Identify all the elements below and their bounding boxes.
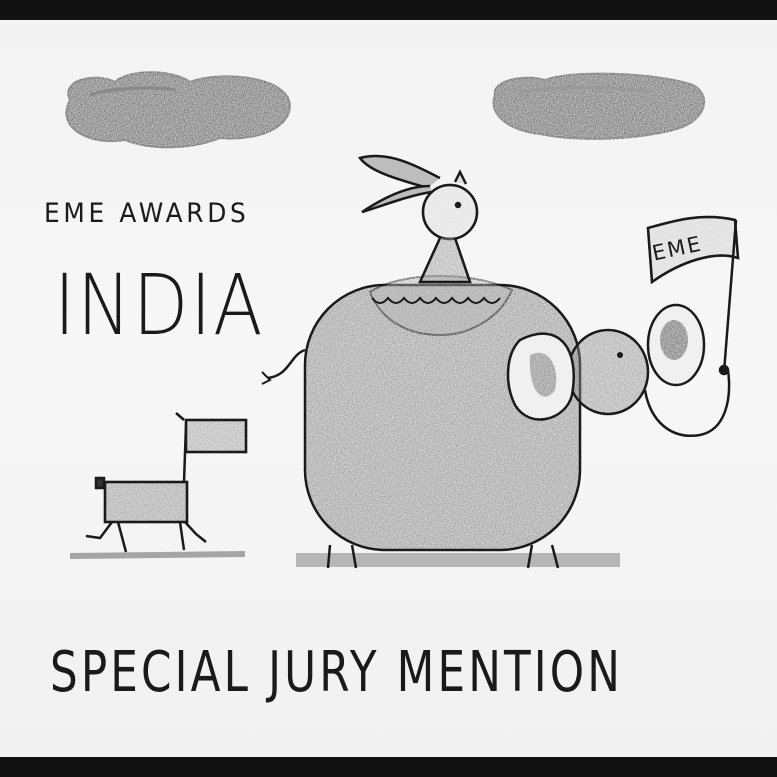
cloud-icon xyxy=(493,74,704,139)
country-title: INDIA xyxy=(54,256,265,354)
paper-background xyxy=(0,20,777,757)
top-border xyxy=(0,0,777,20)
cloud-icon xyxy=(66,72,289,147)
rabbit-girl-illustration xyxy=(360,156,477,282)
elephant-illustration xyxy=(262,276,729,568)
dog-illustration xyxy=(70,413,246,556)
flag-label: EME xyxy=(650,231,705,266)
mention-title: SPECIAL JURY MENTION xyxy=(50,640,624,705)
award-title: EME AWARDS xyxy=(44,198,250,229)
bottom-border xyxy=(0,757,777,777)
